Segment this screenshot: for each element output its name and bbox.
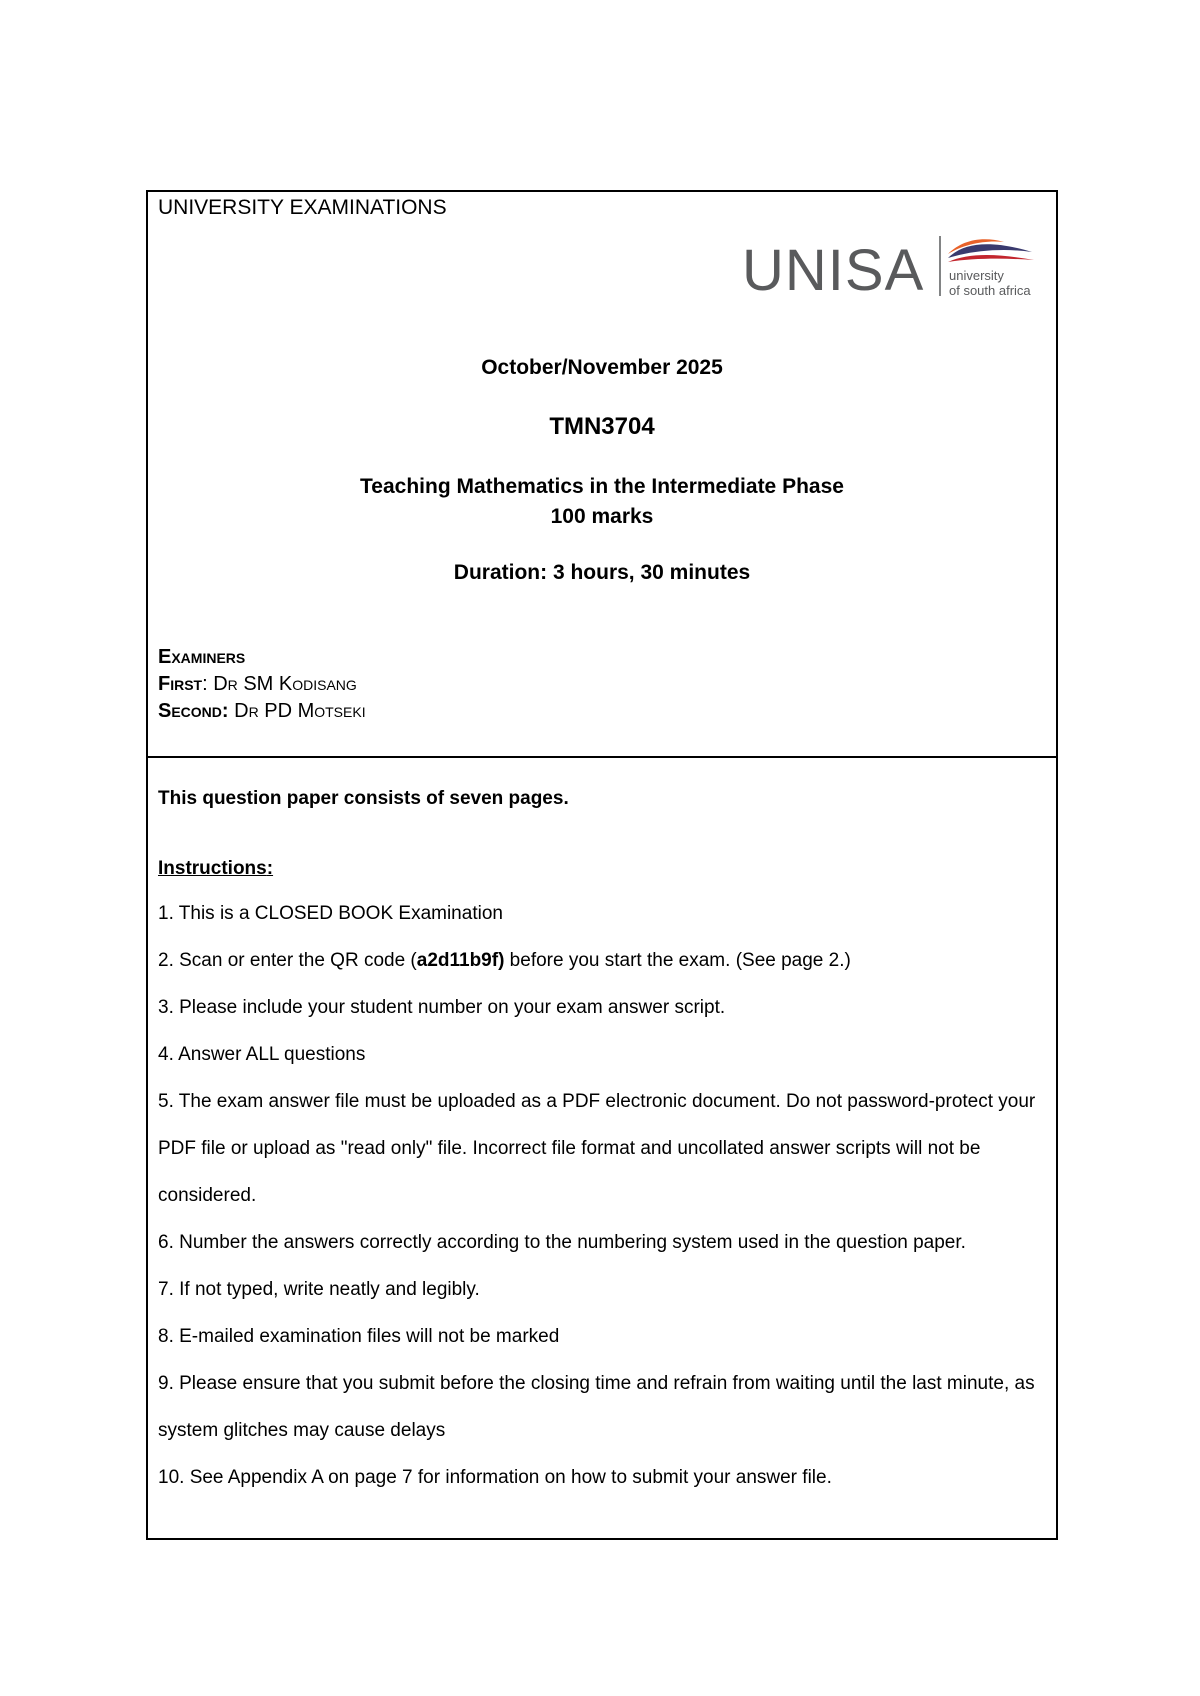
header-cell [148, 192, 1056, 758]
second-examiner [158, 700, 366, 723]
course-code: TMN3704 [549, 413, 655, 440]
second-examiner-label: Second [158, 700, 222, 722]
instruction-4: 4. Answer ALL questions [158, 1044, 366, 1065]
first-examiner-colon: : [202, 673, 214, 695]
first-examiner [158, 673, 357, 696]
exam-duration: Duration: 3 hours, 30 minutes [453, 561, 751, 584]
instructions-cell [148, 758, 1056, 1538]
first-examiner-label: First [158, 673, 203, 695]
logo-swoosh-red [948, 255, 1034, 262]
qr-code-value: a2d11b9f) [416, 950, 505, 971]
instruction-6: 6. Number the answers correctly according to the numbering system used in the question paper. [158, 1232, 966, 1253]
examiners-heading: Examiners [158, 646, 246, 668]
instruction-1: 1. This is a CLOSED BOOK Examination [158, 903, 503, 924]
logo-sub-south-africa: of south africa [949, 283, 1031, 298]
instruction-2: 2. Scan or enter the QR code (a2d11b9f) before you start the exam. (See page 2.) [158, 950, 851, 971]
cover-frame [146, 190, 1058, 1540]
page-count-note: This question paper consists of seven pages. [158, 788, 569, 809]
logo-sub-university: university [949, 268, 1004, 283]
instruction-7: 7. If not typed, write neatly and legibly. [158, 1279, 480, 1300]
course-title: Teaching Mathematics in the Intermediate Phase [360, 475, 844, 498]
university-examinations-label: UNIVERSITY EXAMINATIONS [158, 196, 447, 219]
instruction-10: 10. See Appendix A on page 7 for information on how to submit your answer file. [158, 1467, 832, 1488]
exam-session: October/November 2025 [481, 356, 723, 379]
logo-wordmark: UNISA [742, 238, 925, 303]
first-examiner-name: Dr SM Kodisang [213, 673, 357, 695]
second-examiner-colon: : [221, 700, 235, 722]
total-marks: 100 marks [550, 505, 654, 528]
instructions-heading: Instructions: [158, 858, 274, 879]
unisa-logo [742, 232, 1042, 304]
instruction-8: 8. E-mailed examination files will not be marked [158, 1326, 560, 1347]
instruction-9: 9. Please ensure that you submit before the closing time and refrain from waiting until the last minute, as system glitches may cause delays [158, 1373, 1035, 1441]
instruction-3: 3. Please include your student number on your exam answer script. [158, 997, 726, 1018]
instruction-5: 5. The exam answer file must be uploaded as a PDF electronic document. Do not password-protect your PDF file or upload as "read only" file. Incorrect file format and uncollated answer scripts will not be considered. [158, 1091, 1036, 1206]
second-examiner-name: Dr PD Motseki [234, 700, 366, 722]
